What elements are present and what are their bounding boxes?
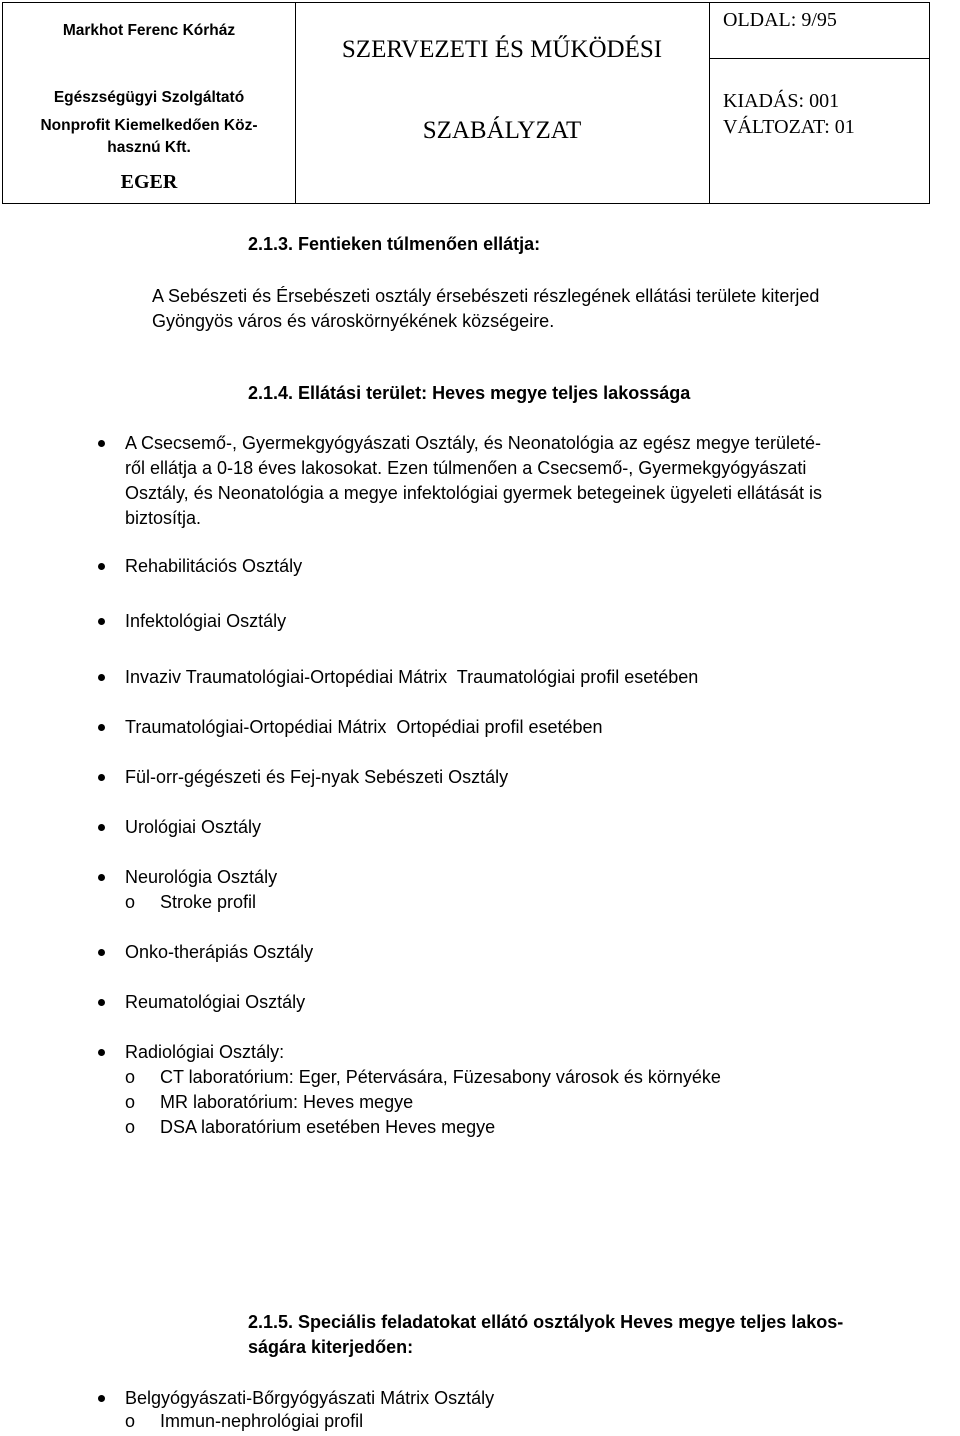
org-type: Egészségügyi Szolgáltató (53, 89, 245, 106)
bullet-icon (98, 774, 105, 781)
section-2-1-3-heading: 2.1.3. Fentieken túlmenően ellátja: (248, 234, 541, 254)
section-2-1-5-heading-line1: 2.1.5. Speciális feladatokat ellátó osztályok Heves megye teljes lakos- (248, 1312, 844, 1332)
pediatrics-text-line4: biztosítja. (125, 508, 202, 528)
organization-cell (3, 3, 296, 203)
org-city: EGER (120, 171, 178, 193)
list-item: Neurológia Osztály (125, 867, 278, 887)
edition-number: KIADÁS: 001 (723, 90, 840, 112)
list-item: Rehabilitációs Osztály (125, 556, 303, 576)
list-item: Belgyógyászati-Bőrgyógyászati Mátrix Osztály (125, 1388, 495, 1408)
sub-bullet-marker: o (125, 1067, 136, 1087)
document-title-line2: SZABÁLYZAT (422, 117, 582, 144)
document-header (2, 2, 930, 204)
pediatrics-text-line2: ről ellátja a 0-18 éves lakosokat. Ezen túlmenően a Csecsemő-, Gyermekgyógyászati (125, 458, 807, 478)
org-status-cont: hasznú Kft. (107, 139, 191, 156)
sub-bullet-marker: o (125, 892, 136, 912)
page-number: OLDAL: 9/95 (723, 9, 837, 31)
bullet-icon (98, 563, 105, 570)
section-2-1-3-text-line1: A Sebészeti és Érsebészeti osztály érsebészeti részlegének ellátási területe kiterjed (152, 286, 820, 306)
org-name: Markhot Ferenc Kórház (62, 22, 236, 39)
bullet-icon (98, 674, 105, 681)
bullet-icon (98, 824, 105, 831)
section-2-1-3-text-line2: Gyöngyös város és városkörnyékének községeire. (152, 311, 555, 331)
bullet-icon (98, 618, 105, 625)
bullet-icon (98, 999, 105, 1006)
sub-bullet-marker: o (125, 1411, 136, 1431)
document-title-cell (295, 3, 710, 203)
list-item: Radiológiai Osztály: (125, 1042, 285, 1062)
bullet-icon (98, 874, 105, 881)
pediatrics-text-line3: Osztály, és Neonatológia a megye infektológiai gyermek betegeinek ügyeleti ellátását is (125, 483, 823, 503)
revision-number: VÁLTOZAT: 01 (723, 116, 855, 138)
bullet-icon (98, 724, 105, 731)
list-item: Infektológiai Osztály (125, 611, 287, 631)
bullet-icon (98, 1049, 105, 1056)
document-title-line1: SZERVEZETI ÉS MŰKÖDÉSI (341, 36, 663, 63)
pediatrics-text-line1: A Csecsemő-, Gyermekgyógyászati Osztály, és Neonatológia az egész megye területé- (125, 433, 821, 453)
list-item: Onko-therápiás Osztály (125, 942, 314, 962)
list-item: Fül-orr-gégészeti és Fej-nyak Sebészeti Osztály (125, 767, 509, 787)
sub-list-item: DSA laboratórium esetében Heves megye (160, 1117, 496, 1137)
sub-list-item: MR laboratórium: Heves megye (160, 1092, 414, 1112)
list-item: Urológiai Osztály (125, 817, 262, 837)
sub-bullet-marker: o (125, 1092, 136, 1112)
org-status: Nonprofit Kiemelkedően Köz- (40, 117, 258, 134)
section-2-1-4-heading: 2.1.4. Ellátási terület: Heves megye teljes lakossága (248, 383, 691, 403)
bullet-icon (98, 1395, 105, 1402)
sub-list-item: CT laboratórium: Eger, Pétervására, Füzesabony városok és környéke (160, 1067, 721, 1087)
bullet-icon (98, 440, 105, 447)
document-meta-cell (709, 3, 929, 203)
sub-bullet-marker: o (125, 1117, 136, 1137)
sub-list-item: Immun-nephrológiai profil (160, 1411, 364, 1431)
bullet-icon (98, 949, 105, 956)
list-item: Traumatológiai-Ortopédiai Mátrix Ortopédiai profil esetében (125, 717, 603, 737)
page-number-box (709, 3, 929, 59)
list-item: Invaziv Traumatológiai-Ortopédiai Mátrix Traumatológiai profil esetében (125, 667, 699, 687)
sub-list-item: Stroke profil (160, 892, 257, 912)
section-2-1-5-heading-line2: ságára kiterjedően: (248, 1337, 414, 1357)
list-item: Reumatológiai Osztály (125, 992, 306, 1012)
